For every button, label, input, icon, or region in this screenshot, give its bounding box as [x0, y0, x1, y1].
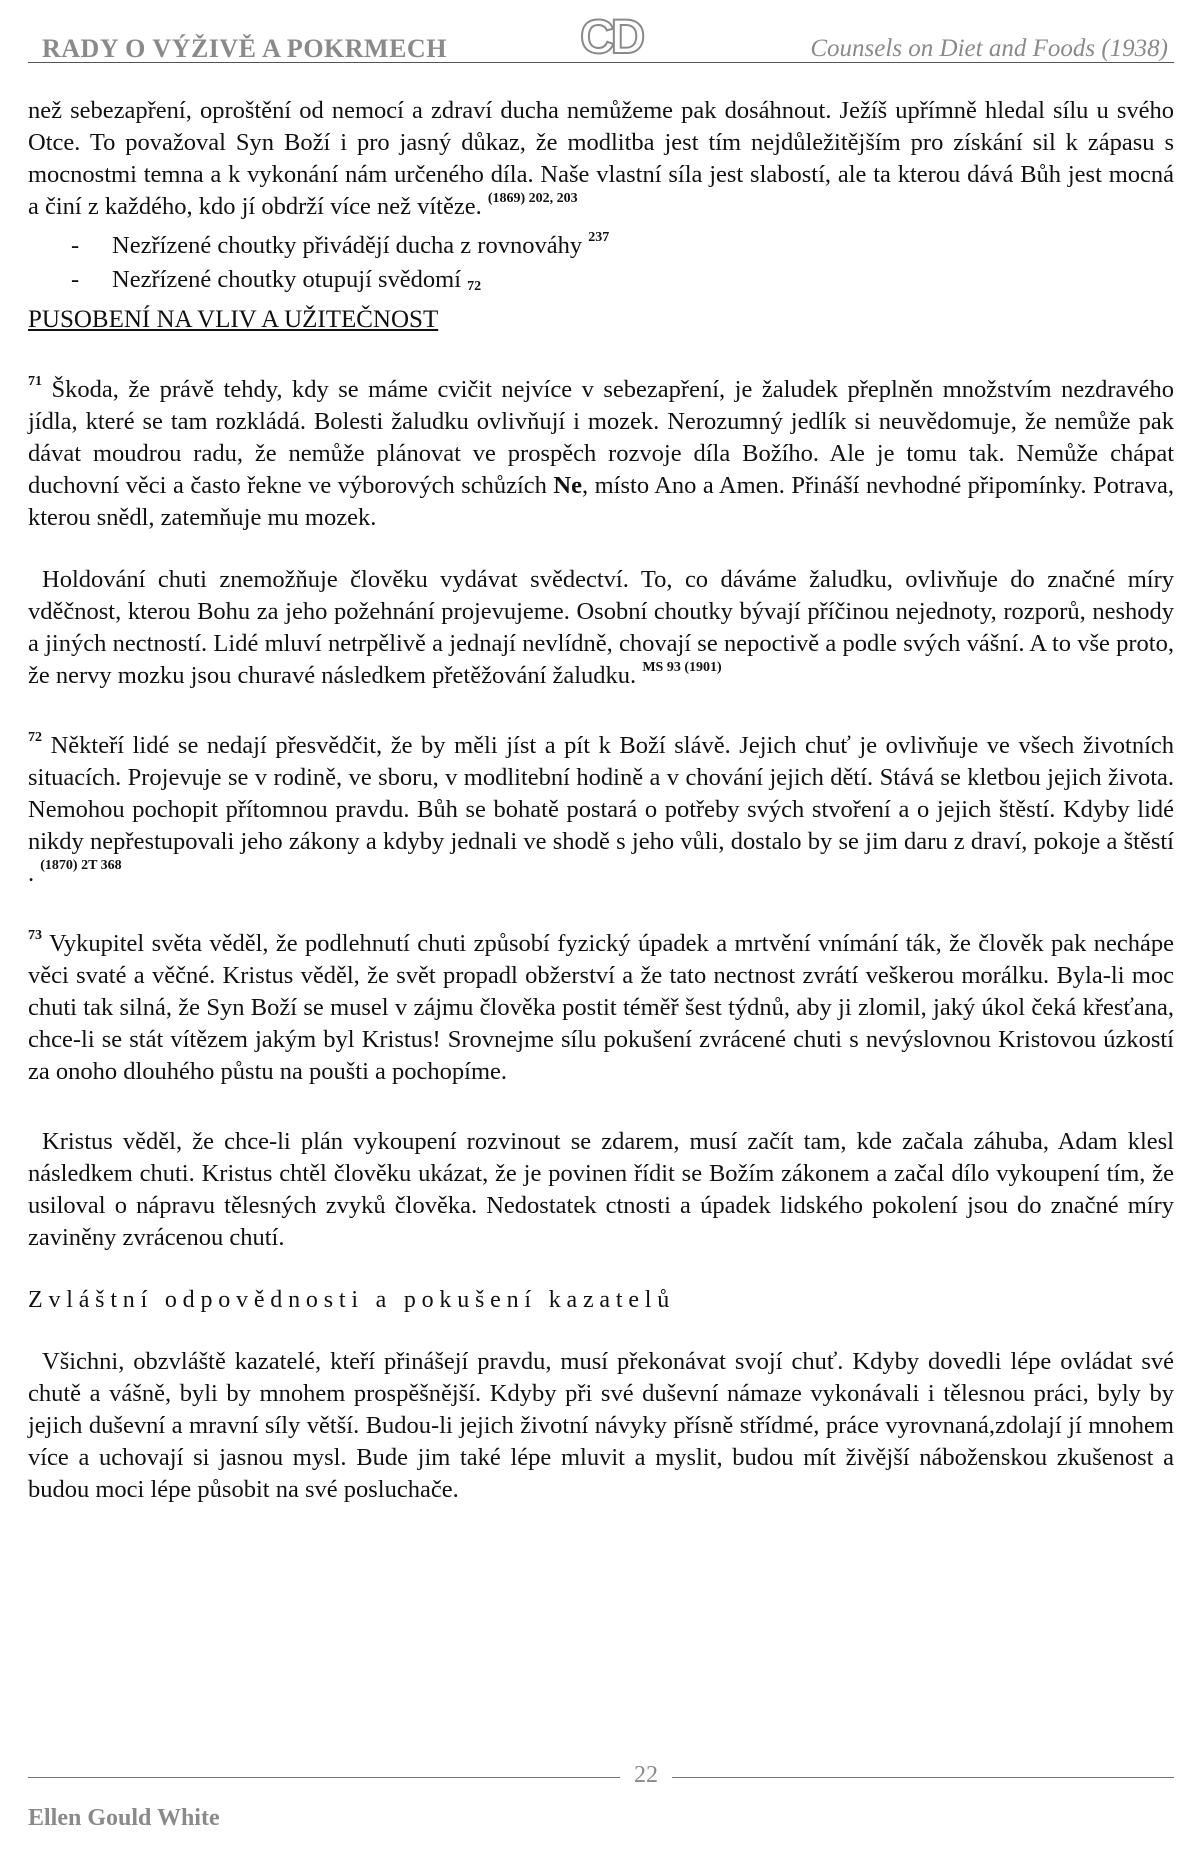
paragraph-final: Všichni, obzvláště kazatelé, kteří přinášejí pravdu, musí překonávat svojí chuť. Kdyby dovedli lépe ovládat své chutě a vášně, byli by mnohem prospěšnější. Kdyby při své duševní námaze vykonávali i tělesnou práci, byly by jejich duševní a mravní síly větší. Budou-li jejich životní návyky přísně střídmé, práce vyrovnaná,zdolají jí mnohem více a uchovají si jasnou mysl. Bude jim také lépe mluvit a myslit, budou mít živější náboženskou zkušenost a budou moci lépe působit na své posluchače. — [28, 1348, 1174, 1503]
header-title-czech: RADY O VÝŽIVĚ A POKRMECH — [42, 34, 447, 63]
reference: MS 93 (1901) — [642, 660, 722, 676]
header-title-english: Counsels on Diet and Foods (1938) — [810, 35, 1168, 62]
reference: 72 — [467, 279, 482, 294]
paragraph-number: 72 — [28, 730, 42, 746]
paragraph-text: , místo Ano a Amen. Přináší nevhodné připomínky. Potrava, kterou snědl, zatemňuje mu mozek. — [28, 472, 1175, 531]
reference: (1870) 2T 368 — [40, 858, 122, 874]
paragraph-71-continued — [28, 564, 1174, 692]
paragraph-number: 73 — [28, 928, 42, 944]
emphasis: Ne — [553, 472, 582, 499]
bullet-dash: - — [71, 232, 80, 259]
paragraph-73-continued: Kristus věděl, že chce-li plán vykoupení rozvinout se zdarem, musí začít tam, kde začala záhuba, Adam klesl následkem chuti. Kristus chtěl člověku ukázat, že je povinen řídit se Božím zákonem a začal dílo vykoupení tím, že usiloval o nápravu tělesných zvyků člověka. Nedostatek ctnosti a úpadek lidského pokolení jsou do značné míry zaviněny zvrácenou chutí. — [28, 1128, 1174, 1251]
paragraph-text: Někteří lidé se nedají přesvědčit, že by měli jíst a pít k Boží slávě. Jejich chuť je ovlivňuje ve všech životních situacích. Projevuje se v rodině, ve sboru, v modlitební hodině a v chování jejich dětí. Stává se kletbou jejich života. Nemohou pochopit přítomnou pravdu. Bůh se bohatě postará o potřeby svých stvoření a o jejich štěstí. Kdyby lidé nikdy nepřestupovali jeho zákony a kdyby jednali ve shodě s jeho vůli, dostalo by se jim daru z draví, pokoje a štěstí . — [28, 732, 1175, 887]
page-number: 22 — [620, 1762, 672, 1789]
list-item-text: Nezřízené choutky otupují svědomí — [112, 266, 462, 293]
paragraph-text: Holdování chuti znemožňuje člověku vydávat svědectví. To, co dáváme žaludku, ovlivňuje do značné míry vděčnost, kterou Bohu za jeho požehnání projevujeme. Osobní choutky bývají příčinou nejednoty, rozporů, neshody a jiných nectností. Lidé mluví netrpělivě a jednají nevlídně, chovají se nepoctivě a podle svých vášní. A to vše proto, že nervy mozku jsou churavé následkem přetěžování žaludku. — [28, 566, 1174, 689]
list-item — [28, 229, 1174, 263]
section-heading: PUSOBENÍ NA VLIV A UŽITEČNOST — [28, 306, 439, 333]
paragraph-text: Škoda, že právě tehdy, kdy se máme cvičit nejvíce v sebezapření, je žaludek přeplněn množstvím nezdravého jídla, které se tam rozkládá. Bolesti žaludku ovlivňují i mozek. Nerozumný jedlík si neuvědomuje, že nemůže pak dávat moudrou radu, že nemůže plánovat ve prospěch rozvoje díla Božího. Ale je tomu tak. Nemůže chápat duchovní věci a často řekne ve výborových schůzích — [28, 376, 1174, 499]
paragraph-72 — [28, 730, 1174, 890]
list-item-text: Nezřízené choutky přivádějí ducha z rovnováhy — [112, 232, 583, 259]
list-item — [28, 263, 1174, 304]
reference: 237 — [588, 230, 610, 246]
footer-author: Ellen Gould White — [28, 1805, 220, 1831]
paragraph-text: než sebezapření, oproštění od nemocí a zdraví ducha nemůžeme pak dosáhnout. Ježíš upřímně hledal sílu u svého Otce. To považoval Syn Boží i pro jasný důkaz, že modlitba jest tím nejdůležitějším pro získání sil k zápasu s mocnostmi temna a k vykonání nám určeného díla. Naše vlastní síla jest slabostí, ale ta kterou dává Bůh jest mocná a činí z každého, kdo jí obdrží více než vítěze. — [28, 97, 1174, 220]
footer-rule — [28, 1777, 1174, 1778]
section-heading-spaced: Zvláštní odpovědnosti a pokušení kazatelů — [28, 1287, 676, 1313]
paragraph-number: 71 — [28, 374, 42, 390]
page-header — [28, 10, 1174, 63]
page-content — [28, 95, 1174, 1506]
paragraph-73 — [28, 928, 1174, 1088]
paragraph-intro — [28, 95, 1174, 223]
header-logo: CD — [580, 11, 642, 64]
reference: (1869) 202, 203 — [487, 191, 578, 207]
paragraph-text: Vykupitel světa věděl, že podlehnutí chuti způsobí fyzický úpadek a mrtvění vnímání ták, že člověk pak nechápe věci svaté a věčné. Kristus věděl, že svět propadl obžerství a že tato nectnost zvrátí veškerou morálku. Byla-li moc chuti tak silná, že Syn Boží se musel v zájmu člověka postit téměř šest týdnů, aby ji zlomil, jaký úkol čeká křesťana, chce-li se stát vítězem jakým byl Kristus! Srovnejme sílu pokušení zvrácené chuti s nevýslovnou Kristovou úzkostí za onoho dlouhého půstu na poušti a pochopíme. — [28, 930, 1175, 1085]
bullet-dash: - — [71, 266, 80, 293]
paragraph-71 — [28, 374, 1174, 534]
bullet-list — [28, 229, 1174, 304]
